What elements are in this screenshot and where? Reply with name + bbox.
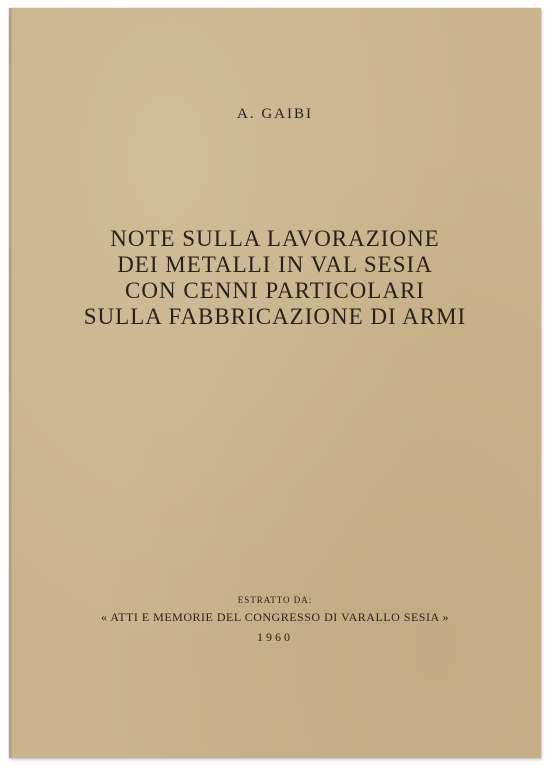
publication-year: 1960 (257, 630, 293, 644)
title-line-2: DEI METALLI IN VAL SESIA (117, 252, 433, 277)
publication-info (9, 593, 541, 647)
title-line-3: CON CENNI PARTICOLARI (125, 278, 425, 303)
book-title (9, 226, 541, 330)
booklet-cover (9, 8, 541, 758)
extract-label: ESTRATTO DA: (237, 595, 313, 605)
author-name: A. GAIBI (237, 106, 313, 122)
source-publication: « ATTI E MEMORIE DEL CONGRESSO DI VARALLO SESIA » (101, 610, 449, 624)
title-line-4: SULLA FABBRICAZIONE DI ARMI (83, 304, 467, 329)
title-line-1: NOTE SULLA LAVORAZIONE (110, 226, 440, 251)
